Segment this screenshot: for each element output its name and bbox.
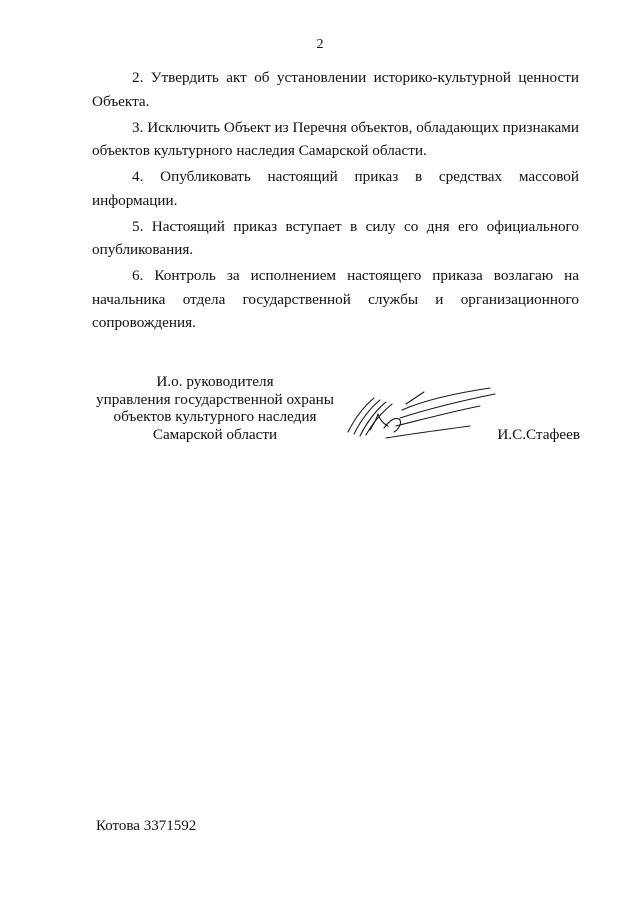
signatory-title-line: Самарской области [152,425,278,443]
order-body [92,66,579,337]
paragraph-exclude-object: 3. Исключить Объект из Перечня объектов, обладающих признаками объектов культурного наследия Самарской области. [92,118,579,159]
signer-name: И.С.Стафеев [497,426,580,443]
paragraph-publish: 4. Опубликовать настоящий приказ в средствах массовой информации. [92,168,579,209]
paragraph-approve-act: 2. Утвердить акт об установлении историко-культурной ценности Объекта. [92,69,579,110]
paragraph-control: 6. Контроль за исполнением настоящего приказа возлагаю на начальника отдела государственной службы и организационного сопровождения. [92,267,579,331]
page-number: 2 [316,37,324,52]
paragraph-effective-date: 5. Настоящий приказ вступает в силу со дня его официального опубликования. [92,217,579,258]
signatory-title-line: объектов культурного наследия [113,408,317,425]
handwritten-signature [340,380,500,440]
signatory-title-line: управления государственной охраны [96,390,334,408]
executor-note: Котова 3371592 [96,818,197,834]
signatory-title [80,373,350,443]
signatory-title-line: И.о. руководителя [156,373,274,390]
